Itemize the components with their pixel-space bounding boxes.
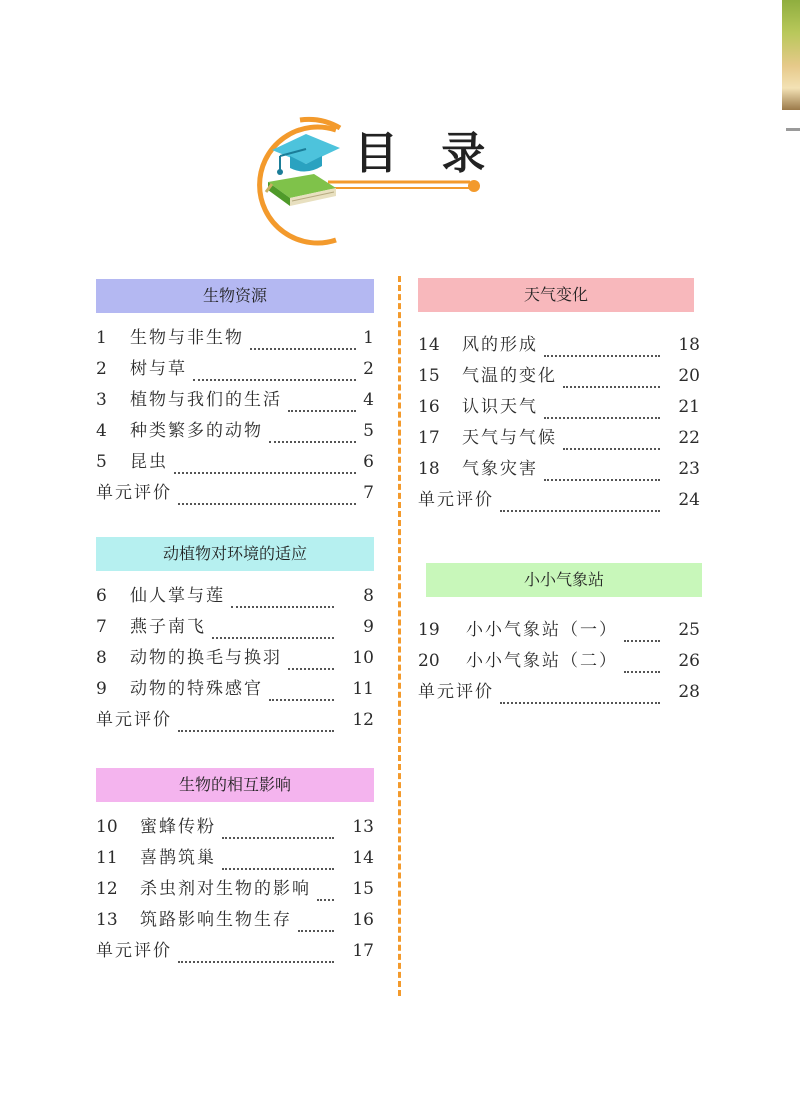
toc-entry-unit-review[interactable] xyxy=(418,677,700,708)
entry-page: 24 xyxy=(678,490,700,510)
entry-number: 17 xyxy=(418,428,440,448)
section-interaction xyxy=(96,768,374,967)
toc-entry[interactable] xyxy=(418,646,700,677)
entry-page: 6 xyxy=(363,452,374,472)
toc-entry[interactable] xyxy=(96,354,374,385)
toc-entry-unit-review[interactable] xyxy=(96,705,374,736)
toc-entry[interactable] xyxy=(96,874,374,905)
leader-dots xyxy=(298,914,334,932)
entry-title: 喜鹊筑巢 xyxy=(140,848,216,868)
entry-title: 仙人掌与莲 xyxy=(130,586,225,606)
entry-page: 23 xyxy=(678,459,700,479)
toc-entry[interactable] xyxy=(418,423,700,454)
entry-title: 认识天气 xyxy=(462,397,538,417)
entry-page: 15 xyxy=(352,879,374,899)
entry-page: 26 xyxy=(678,651,700,671)
leader-dots xyxy=(269,683,334,701)
entry-page: 28 xyxy=(678,682,700,702)
entry-page: 20 xyxy=(678,366,700,386)
section-heading: 生物的相互影响 xyxy=(96,768,374,802)
leader-dots xyxy=(222,821,334,839)
entry-page: 11 xyxy=(352,679,374,699)
section-adaptation xyxy=(96,537,374,736)
entry-page: 9 xyxy=(363,617,374,637)
toc-entry-unit-review[interactable] xyxy=(96,478,374,509)
entry-number: 11 xyxy=(96,848,118,868)
leader-dots xyxy=(250,332,356,350)
leader-dots xyxy=(624,655,660,673)
section-weather-station xyxy=(418,563,700,708)
entry-title: 单元评价 xyxy=(96,710,172,730)
entry-title: 树与草 xyxy=(130,359,187,379)
leader-dots xyxy=(231,590,334,608)
leader-dots xyxy=(178,487,356,505)
entry-page: 8 xyxy=(363,586,374,606)
entry-title: 单元评价 xyxy=(418,490,494,510)
entry-number: 10 xyxy=(96,817,118,837)
leader-dots xyxy=(563,370,660,388)
entry-number: 7 xyxy=(96,617,107,637)
entry-page: 14 xyxy=(352,848,374,868)
toc-entry[interactable] xyxy=(96,643,374,674)
entry-number: 18 xyxy=(418,459,440,479)
entry-title: 单元评价 xyxy=(96,483,172,503)
entry-title: 气象灾害 xyxy=(462,459,538,479)
leader-dots xyxy=(174,456,356,474)
leader-dots xyxy=(178,945,334,963)
entry-page: 1 xyxy=(363,328,374,348)
entry-page: 25 xyxy=(678,620,700,640)
entry-number: 4 xyxy=(96,421,107,441)
leader-dots xyxy=(269,425,356,443)
leader-dots xyxy=(624,624,660,642)
entry-number: 14 xyxy=(418,335,440,355)
column-divider xyxy=(398,276,401,996)
toc-entry-unit-review[interactable] xyxy=(418,485,700,516)
entry-number: 20 xyxy=(418,651,440,671)
entry-title: 天气与气候 xyxy=(462,428,557,448)
entry-title: 动物的换毛与换羽 xyxy=(130,648,282,668)
toc-entry[interactable] xyxy=(418,615,700,646)
toc-entry[interactable] xyxy=(96,812,374,843)
entry-number: 13 xyxy=(96,910,118,930)
leader-dots xyxy=(544,463,660,481)
entry-title: 动物的特殊感官 xyxy=(130,679,263,699)
leader-dots xyxy=(317,883,334,901)
entry-page: 4 xyxy=(363,390,374,410)
entry-number: 9 xyxy=(96,679,107,699)
entry-number: 5 xyxy=(96,452,107,472)
entry-title: 小小气象站（一） xyxy=(466,620,618,640)
leader-dots xyxy=(500,494,660,512)
entry-page: 21 xyxy=(678,397,700,417)
leader-dots xyxy=(544,339,660,357)
leader-dots xyxy=(544,401,660,419)
entry-title: 筑路影响生物生存 xyxy=(140,910,292,930)
toc-entry[interactable] xyxy=(96,416,374,447)
entry-number: 8 xyxy=(96,648,107,668)
entry-title: 小小气象站（二） xyxy=(466,651,618,671)
toc-entry[interactable] xyxy=(96,447,374,478)
leader-dots xyxy=(222,852,334,870)
entry-page: 5 xyxy=(363,421,374,441)
corner-photo-strip xyxy=(782,0,800,110)
leader-dots xyxy=(212,621,334,639)
entry-page: 22 xyxy=(678,428,700,448)
entry-number: 3 xyxy=(96,390,107,410)
toc-entry[interactable] xyxy=(418,392,700,423)
section-heading: 动植物对环境的适应 xyxy=(96,537,374,571)
entry-page: 13 xyxy=(352,817,374,837)
entry-title: 燕子南飞 xyxy=(130,617,206,637)
leader-dots xyxy=(288,394,356,412)
toc-entry[interactable] xyxy=(418,330,700,361)
entry-page: 7 xyxy=(363,483,374,503)
entry-number: 16 xyxy=(418,397,440,417)
entry-title: 蜜蜂传粉 xyxy=(140,817,216,837)
toc-entry-unit-review[interactable] xyxy=(96,936,374,967)
toc-entry[interactable] xyxy=(96,843,374,874)
entry-page: 12 xyxy=(352,710,374,730)
page-title: 目 录 xyxy=(354,128,500,179)
toc-entry[interactable] xyxy=(96,674,374,705)
entry-title: 杀虫剂对生物的影响 xyxy=(140,879,311,899)
section-living-resources xyxy=(96,279,374,509)
entry-number: 15 xyxy=(418,366,440,386)
toc-entry[interactable] xyxy=(418,454,700,485)
section-weather-change xyxy=(418,278,700,516)
toc-entry[interactable] xyxy=(96,905,374,936)
entry-page: 18 xyxy=(678,335,700,355)
section-heading: 天气变化 xyxy=(418,278,694,312)
entry-title: 生物与非生物 xyxy=(130,328,244,348)
toc-entry[interactable] xyxy=(96,581,374,612)
section-heading: 生物资源 xyxy=(96,279,374,313)
toc-entry[interactable] xyxy=(96,323,374,354)
entry-number: 1 xyxy=(96,328,107,348)
leader-dots xyxy=(193,363,356,381)
entry-page: 16 xyxy=(352,910,374,930)
entry-page: 17 xyxy=(352,941,374,961)
entry-title: 气温的变化 xyxy=(462,366,557,386)
entry-page: 10 xyxy=(352,648,374,668)
entry-title: 昆虫 xyxy=(130,452,168,472)
entry-number: 12 xyxy=(96,879,118,899)
leader-dots xyxy=(288,652,334,670)
entry-title: 单元评价 xyxy=(96,941,172,961)
entry-number: 6 xyxy=(96,586,107,606)
entry-title: 单元评价 xyxy=(418,682,494,702)
entry-title: 种类繁多的动物 xyxy=(130,421,263,441)
leader-dots xyxy=(178,714,334,732)
corner-rule xyxy=(786,128,800,131)
leader-dots xyxy=(563,432,660,450)
entry-page: 2 xyxy=(363,359,374,379)
graduation-cap-icon xyxy=(266,128,346,188)
toc-entry[interactable] xyxy=(96,612,374,643)
entry-title: 植物与我们的生活 xyxy=(130,390,282,410)
entry-title: 风的形成 xyxy=(462,335,538,355)
section-heading: 小小气象站 xyxy=(426,563,702,597)
toc-entry[interactable] xyxy=(418,361,700,392)
entry-number: 19 xyxy=(418,620,440,640)
toc-entry[interactable] xyxy=(96,385,374,416)
leader-dots xyxy=(500,686,660,704)
entry-number: 2 xyxy=(96,359,107,379)
